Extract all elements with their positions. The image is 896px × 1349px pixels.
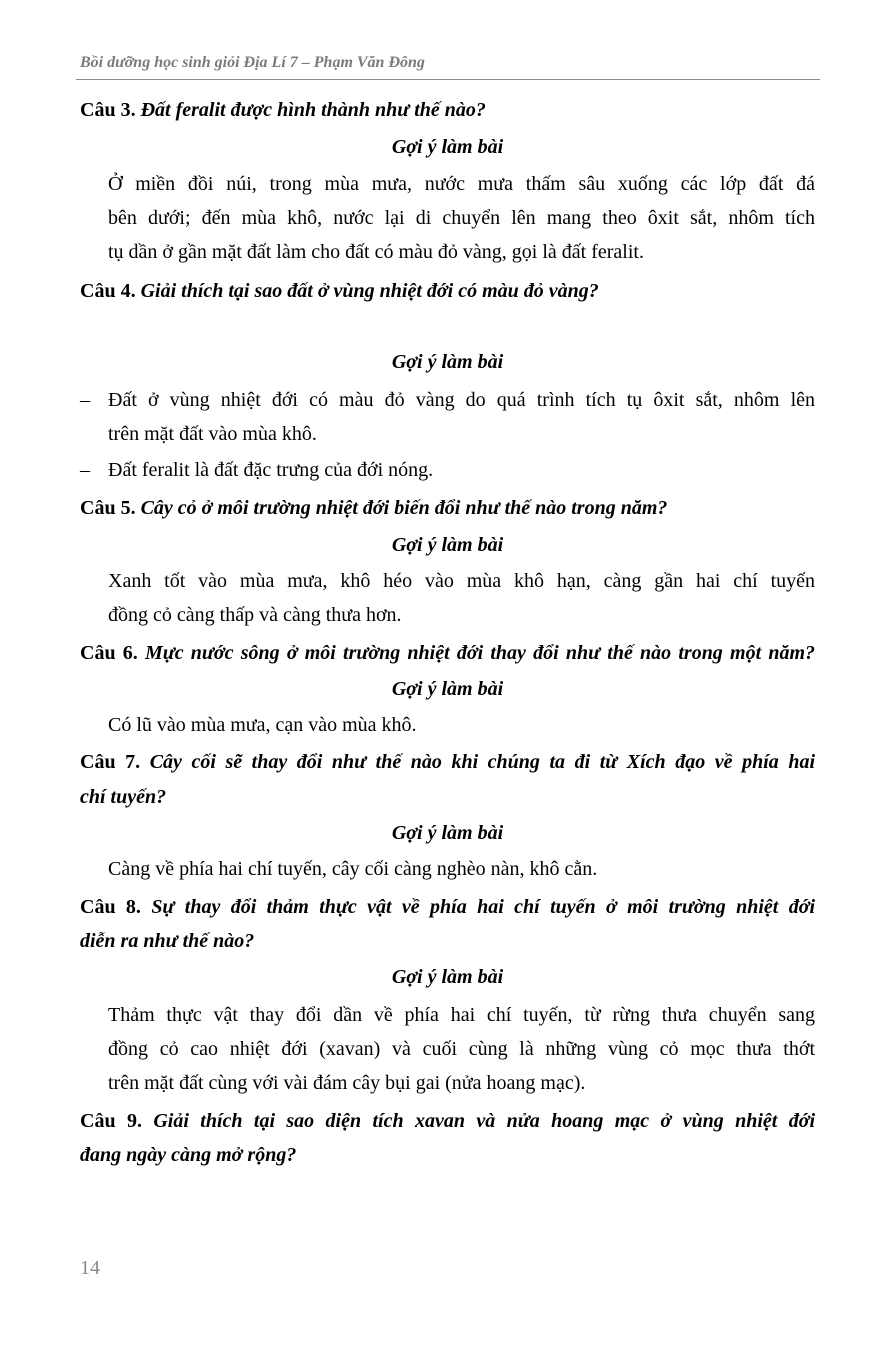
answer-line: đồng cỏ càng thấp và càng thưa hơn. (108, 604, 402, 626)
answer-line: trên mặt đất vào mùa khô. (108, 423, 317, 445)
hint-heading: Gợi ý làm bài (391, 822, 504, 844)
question-label: Câu 8. (80, 896, 141, 918)
question-label: Câu 7. (80, 751, 141, 773)
answer-line: bên dưới; đến mùa khô, nước lại di chuyển lên mang theo ôxit sắt, nhôm tích (108, 207, 815, 229)
answer-line: tụ dần ở gần mặt đất làm cho đất có màu đỏ vàng, gọi là đất feralit. (108, 241, 644, 263)
question-text: Đất feralit được hình thành như thế nào? (140, 99, 486, 121)
question-text: Sự thay đổi thảm thực vật về phía hai chí tuyến ở môi trường nhiệt đới (151, 896, 816, 918)
question-7 (80, 750, 815, 774)
question-label: Câu 9. (80, 1110, 142, 1132)
answer-line: Đất feralit là đất đặc trưng của đới nóng. (108, 459, 434, 481)
hint-heading: Gợi ý làm bài (391, 966, 504, 988)
question-8-cont (80, 929, 815, 953)
question-4 (80, 279, 815, 303)
question-7-cont (80, 785, 815, 809)
bullet-dash: – (80, 459, 90, 481)
question-8 (80, 895, 815, 919)
question-text: Cây cối sẽ thay đổi như thế nào khi chúng ta đi từ Xích đạo về phía hai (149, 751, 816, 773)
running-header: Bồi dưỡng học sinh giỏi Địa Lí 7 – Phạm Văn Đông (80, 54, 425, 71)
question-9 (80, 1109, 815, 1133)
question-6 (80, 641, 815, 665)
question-label: Câu 4. (80, 280, 136, 302)
hint-heading: Gợi ý làm bài (391, 534, 504, 556)
bullet-dash: – (80, 389, 90, 411)
hint-heading: Gợi ý làm bài (391, 136, 504, 158)
answer-line: Ở miền đồi núi, trong mùa mưa, nước mưa thấm sâu xuống các lớp đất đá (108, 173, 815, 195)
question-text: Cây cỏ ở môi trường nhiệt đới biến đổi như thế nào trong năm? (140, 497, 668, 519)
answer-line: Càng về phía hai chí tuyến, cây cối càng nghèo nàn, khô cằn. (108, 858, 598, 880)
question-5 (80, 496, 815, 520)
answer-line: trên mặt đất cùng với vài đám cây bụi gai (nửa hoang mạc). (108, 1072, 586, 1094)
question-label: Câu 6. (80, 642, 138, 664)
hint-heading: Gợi ý làm bài (391, 678, 504, 700)
answer-line: Xanh tốt vào mùa mưa, khô héo vào mùa khô hạn, càng gần hai chí tuyến (108, 570, 815, 592)
question-text: đang ngày càng mở rộng? (80, 1144, 297, 1166)
question-text: chí tuyến? (80, 786, 167, 808)
answer-line: Có lũ vào mùa mưa, cạn vào mùa khô. (108, 714, 417, 736)
page-number: 14 (80, 1257, 100, 1279)
question-3 (80, 98, 815, 122)
answer-line: Đất ở vùng nhiệt đới có màu đỏ vàng do quá trình tích tụ ôxit sắt, nhôm lên (108, 389, 815, 411)
question-text: Giải thích tại sao đất ở vùng nhiệt đới có màu đỏ vàng? (140, 280, 599, 302)
question-text: Giải thích tại sao diện tích xavan và nửa hoang mạc ở vùng nhiệt đới (153, 1110, 816, 1132)
question-text: diễn ra như thế nào? (80, 930, 255, 952)
question-label: Câu 3. (80, 99, 136, 121)
hint-heading: Gợi ý làm bài (391, 351, 504, 373)
question-text: Mực nước sông ở môi trường nhiệt đới thay đổi như thế nào trong một năm? (144, 642, 815, 664)
answer-line: đồng cỏ cao nhiệt đới (xavan) và cuối cùng là những vùng cỏ mọc thưa thớt (108, 1038, 815, 1060)
answer-line: Thảm thực vật thay đổi dần về phía hai chí tuyến, từ rừng thưa chuyển sang (108, 1004, 815, 1026)
question-label: Câu 5. (80, 497, 136, 519)
question-9-cont (80, 1143, 815, 1167)
header-divider (76, 79, 820, 80)
